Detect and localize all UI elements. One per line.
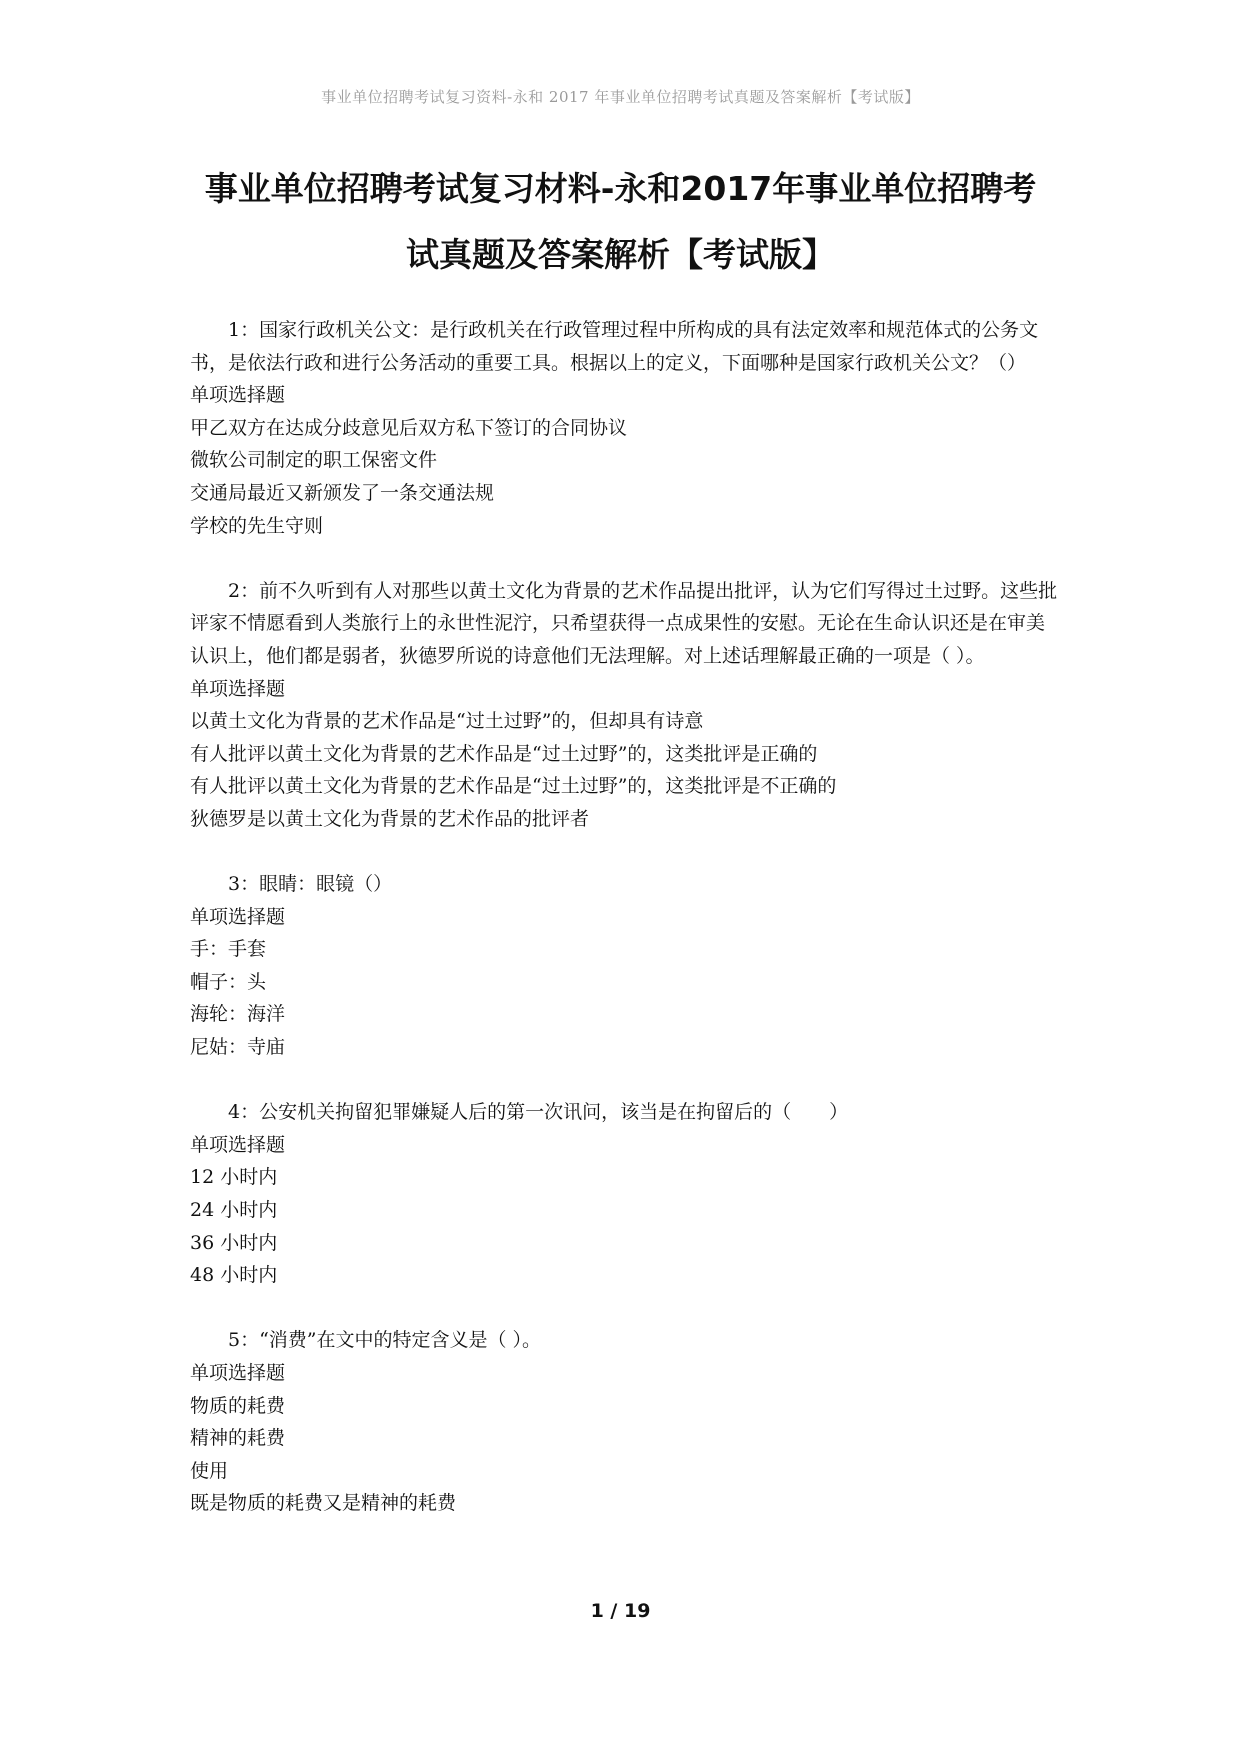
question-list	[190, 314, 1060, 1553]
option-b: 有人批评以黄土文化为背景的艺术作品是“过土过野”的，这类批评是正确的	[190, 742, 818, 765]
question-type: 单项选择题	[190, 677, 286, 700]
document-title	[160, 156, 1081, 288]
document-title-line-1: 事业单位招聘考试复习材料-永和2017年事业单位招聘考	[204, 169, 1037, 208]
option-c: 交通局最近又新颁发了一条交通法规	[190, 481, 495, 504]
option-a: 手：手套	[190, 938, 267, 961]
option-c: 海轮：海洋	[190, 1003, 286, 1026]
question-1	[190, 314, 1060, 542]
question-type: 单项选择题	[190, 384, 286, 407]
option-a: 12 小时内	[190, 1166, 278, 1189]
option-d: 狄德罗是以黄土文化为背景的艺术作品的批评者	[190, 807, 590, 830]
option-b: 帽子：头	[190, 970, 267, 993]
option-d: 既是物质的耗费又是精神的耗费	[190, 1492, 457, 1515]
option-a: 甲乙双方在达成分歧意见后双方私下签订的合同协议	[190, 416, 628, 439]
question-3	[190, 868, 1060, 1064]
option-c: 使用	[190, 1459, 229, 1482]
question-stem: 5：“消费”在文中的特定含义是（ ）。	[228, 1329, 542, 1352]
question-type: 单项选择题	[190, 1362, 286, 1384]
question-stem: 4：公安机关拘留犯罪嫌疑人后的第一次讯问，该当是在拘留后的（ ）	[228, 1101, 849, 1124]
question-type: 单项选择题	[190, 1133, 286, 1156]
option-b: 24 小时内	[190, 1199, 278, 1222]
question-5	[190, 1324, 1060, 1520]
option-a: 以黄土文化为背景的艺术作品是“过土过野”的，但却具有诗意	[190, 710, 704, 733]
document-title-line-2: 试真题及答案解析【考试版】	[406, 235, 835, 274]
option-b: 精神的耗费	[190, 1427, 286, 1450]
question-type: 单项选择题	[190, 905, 286, 928]
option-c: 36 小时内	[190, 1231, 278, 1254]
running-header: 事业单位招聘考试复习资料-永和 2017 年事业单位招聘考试真题及答案解析【考试版】	[321, 88, 920, 106]
option-c: 有人批评以黄土文化为背景的艺术作品是“过土过野”的，这类批评是不正确的	[190, 775, 837, 798]
option-d: 尼姑：寺庙	[190, 1036, 286, 1059]
question-2	[190, 575, 1060, 836]
question-4	[190, 1096, 1060, 1292]
option-d: 48 小时内	[190, 1264, 278, 1287]
question-stem: 1：国家行政机关公文：是行政机关在行政管理过程中所构成的具有法定效率和规范体式的公务文书，是依法行政和进行公务活动的重要工具。根据以上的定义，下面哪种是国家行政机关公文？（）	[190, 319, 1039, 374]
option-b: 微软公司制定的职工保密文件	[190, 449, 438, 472]
question-stem: 2：前不久听到有人对那些以黄土文化为背景的艺术作品提出批评，认为它们写得过土过野。这些批评家不情愿看到人类旅行上的永世性泥泞，只希望获得一点成果性的安慰。无论在生命认识还是在审美认识上，他们都是弱者，狄德罗所说的诗意他们无法理解。对上述话理解最正确的一项是（ ）。	[190, 579, 1058, 667]
option-a: 物质的耗费	[190, 1394, 286, 1417]
page-number: 1 / 19	[590, 1600, 651, 1622]
option-d: 学校的先生守则	[190, 514, 324, 537]
question-stem: 3：眼睛：眼镜（）	[228, 873, 393, 896]
